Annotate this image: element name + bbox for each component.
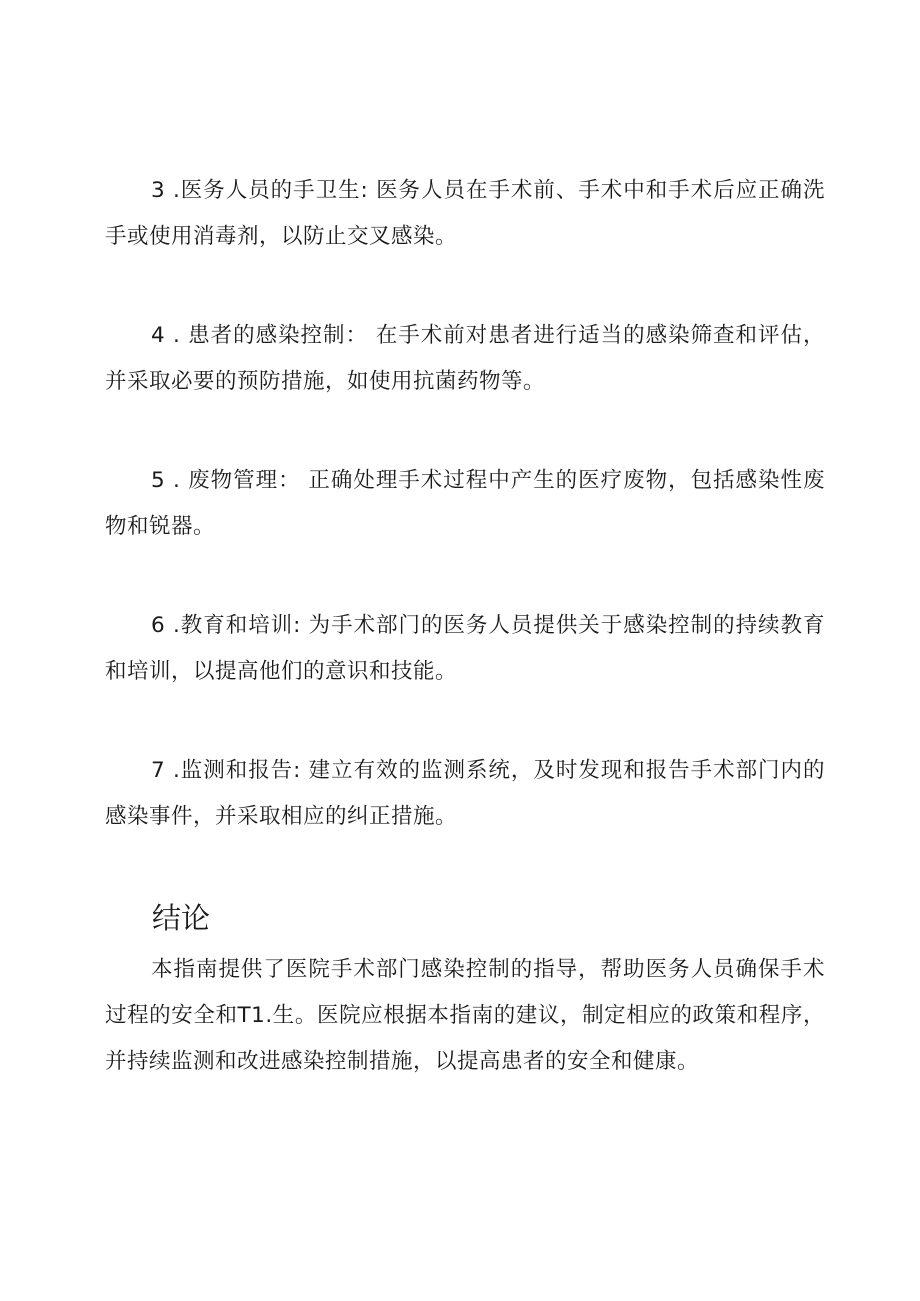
conclusion-paragraph: 本指南提供了医院手术部门感染控制的指导，帮助医务人员确保手术过程的安全和T1.生。医院应根据本指南的建议，制定相应的政策和程序，并持续监测和改进感染控制措施，以提高患者的安全和健康。 — [105, 957, 825, 1074]
conclusion-heading: 结论 — [152, 901, 211, 935]
list-item-monitoring-reporting: 7 .监测和报告: 建立有效的监测系统，及时发现和报告手术部门内的感染事件，并采取相应的纠正措施。 — [105, 758, 825, 829]
list-item-education-training: 6 .教育和培训: 为手术部门的医务人员提供关于感染控制的持续教育和培训，以提高他们的意识和技能。 — [105, 613, 825, 684]
list-item-waste-management: 5 . 废物管理： 正确处理手术过程中产生的医疗废物，包括感染性废物和锐器。 — [105, 468, 825, 539]
list-item-patient-infection-control: 4 . 患者的感染控制： 在手术前对患者进行适当的感染筛查和评估，并采取必要的预防措施，如使用抗菌药物等。 — [105, 323, 825, 394]
list-item-hand-hygiene: 3 .医务人员的手卫生: 医务人员在手术前、手术中和手术后应正确洗手或使用消毒剂，以防止交叉感染。 — [105, 178, 825, 249]
